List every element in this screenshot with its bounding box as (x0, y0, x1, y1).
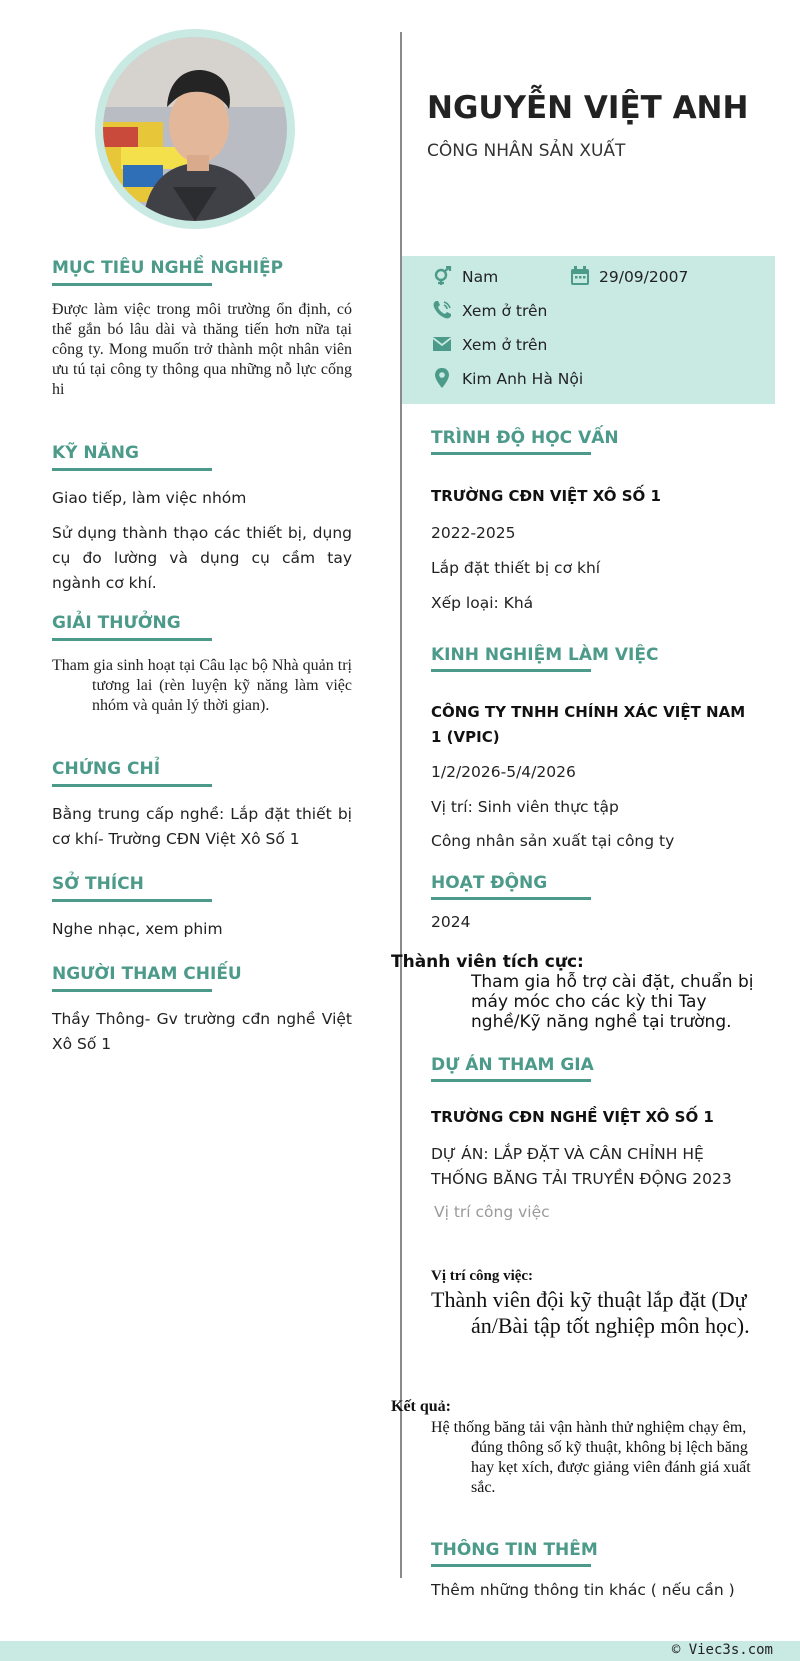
avatar-ring (95, 29, 295, 229)
phone-icon (432, 300, 452, 320)
email-icon (432, 334, 452, 354)
projects-school: TRƯỜNG CĐN NGHỀ VIỆT XÔ SỐ 1 (431, 1108, 714, 1126)
experience-title: KINH NGHIỆM LÀM VIỆC (431, 645, 659, 665)
footer-bar (0, 1641, 800, 1661)
email-text: Xem ở trên (462, 336, 548, 354)
education-school: TRƯỜNG CĐN VIỆT XÔ SỐ 1 (431, 487, 661, 505)
address-text: Kim Anh Hà Nội (462, 370, 584, 388)
project-result-text: Hệ thống băng tải vận hành thử nghiệm chạy êm, đúng thông số kỹ thuật, không bị lệch băng hay kẹt xích, được giảng viên đánh giá xuất sắc. (431, 1419, 751, 1496)
activities-title: HOẠT ĐỘNG (431, 873, 548, 893)
skill-item: Giao tiếp, làm việc nhóm (52, 489, 247, 507)
project-result-label: Kết quả: (391, 1398, 451, 1415)
certificates-text: Bằng trung cấp nghề: Lắp đặt thiết bị cơ khí- Trường CĐN Việt Xô Số 1 (52, 805, 352, 848)
additional-text: Thêm những thông tin khác ( nếu cần ) (431, 1581, 735, 1599)
skill-item: Sử dụng thành thạo các thiết bị, dụng cụ đo lường và dụng cụ cầm tay ngành cơ khí. (52, 524, 352, 592)
education-title: TRÌNH ĐỘ HỌC VẤN (431, 428, 619, 448)
objective-text: Được làm việc trong môi trường ổn định, có thể gắn bó lâu dài và thăng tiến hơn nữa tại công ty. Mong muốn trở thành một nhân viên ưu tú tại công ty thông qua những nỗ lực cống hi (52, 301, 352, 398)
education-years: 2022-2025 (431, 524, 516, 542)
experience-period: 1/2/2026-5/4/2026 (431, 763, 576, 781)
hobbies-text: Nghe nhạc, xem phim (52, 920, 223, 938)
hobbies-title: SỞ THÍCH (52, 874, 144, 894)
certificates-underline (52, 784, 212, 787)
contact-info-box (402, 256, 775, 404)
awards-title: GIẢI THƯỞNG (52, 613, 181, 633)
experience-company: CÔNG TY TNHH CHÍNH XÁC VIỆT NAM 1 (VPIC) (431, 703, 746, 746)
awards-text: Tham gia sinh hoạt tại Câu lạc bộ Nhà quản trị tương lai (rèn luyện kỹ năng làm việc nhóm và quản lý thời gian). (52, 657, 352, 714)
additional-title: THÔNG TIN THÊM (431, 1540, 598, 1560)
activities-text: Tham gia hỗ trợ cài đặt, chuẩn bị máy móc cho các kỳ thi Tay nghề/Kỹ năng nghề tại trường. (471, 972, 754, 1032)
project-position-placeholder[interactable]: Vị trí công việc (434, 1203, 550, 1221)
project-position-text: Thành viên đội kỹ thuật lắp đặt (Dự án/Bài tập tốt nghiệp môn học). (431, 1287, 750, 1338)
activities-year: 2024 (431, 913, 471, 931)
education-major: Lắp đặt thiết bị cơ khí (431, 559, 601, 577)
certificates-title: CHỨNG CHỈ (52, 759, 161, 779)
footer-credit: © Viec3s.com (671, 1642, 773, 1658)
phone-text: Xem ở trên (462, 302, 548, 320)
activities-underline (431, 897, 591, 900)
references-text: Thầy Thông- Gv trường cđn nghề Việt Xô Số 1 (52, 1010, 352, 1053)
hobbies-underline (52, 899, 212, 902)
projects-name: DỰ ÁN: LẮP ĐẶT VÀ CÂN CHỈNH HỆ THỐNG BĂNG TẢI TRUYỀN ĐỘNG 2023 (431, 1145, 732, 1188)
objective-title: MỤC TIÊU NGHỀ NGHIỆP (52, 258, 284, 278)
avatar-photo (103, 37, 287, 221)
candidate-role: CÔNG NHÂN SẢN XUẤT (427, 141, 626, 161)
candidate-name: NGUYỄN VIỆT ANH (427, 90, 749, 126)
additional-underline (431, 1564, 591, 1567)
birthday-text: 29/09/2007 (599, 268, 689, 286)
references-title: NGƯỜI THAM CHIẾU (52, 964, 242, 984)
activities-heading: Thành viên tích cực: (391, 952, 584, 972)
gender-icon (432, 266, 452, 286)
location-icon (432, 368, 452, 388)
references-underline (52, 989, 212, 992)
experience-description: Công nhân sản xuất tại công ty (431, 832, 675, 850)
avatar (103, 37, 287, 221)
skills-underline (52, 468, 212, 471)
skills-title: KỸ NĂNG (52, 443, 139, 463)
projects-underline (431, 1079, 591, 1082)
education-underline (431, 452, 591, 455)
awards-underline (52, 638, 212, 641)
education-grade: Xếp loại: Khá (431, 594, 534, 612)
experience-underline (431, 669, 591, 672)
project-position-label: Vị trí công việc: (431, 1268, 534, 1284)
gender-text: Nam (462, 268, 499, 286)
projects-title: DỰ ÁN THAM GIA (431, 1055, 594, 1075)
calendar-icon (570, 266, 590, 286)
experience-position: Vị trí: Sinh viên thực tập (431, 798, 619, 816)
objective-underline (52, 283, 212, 286)
